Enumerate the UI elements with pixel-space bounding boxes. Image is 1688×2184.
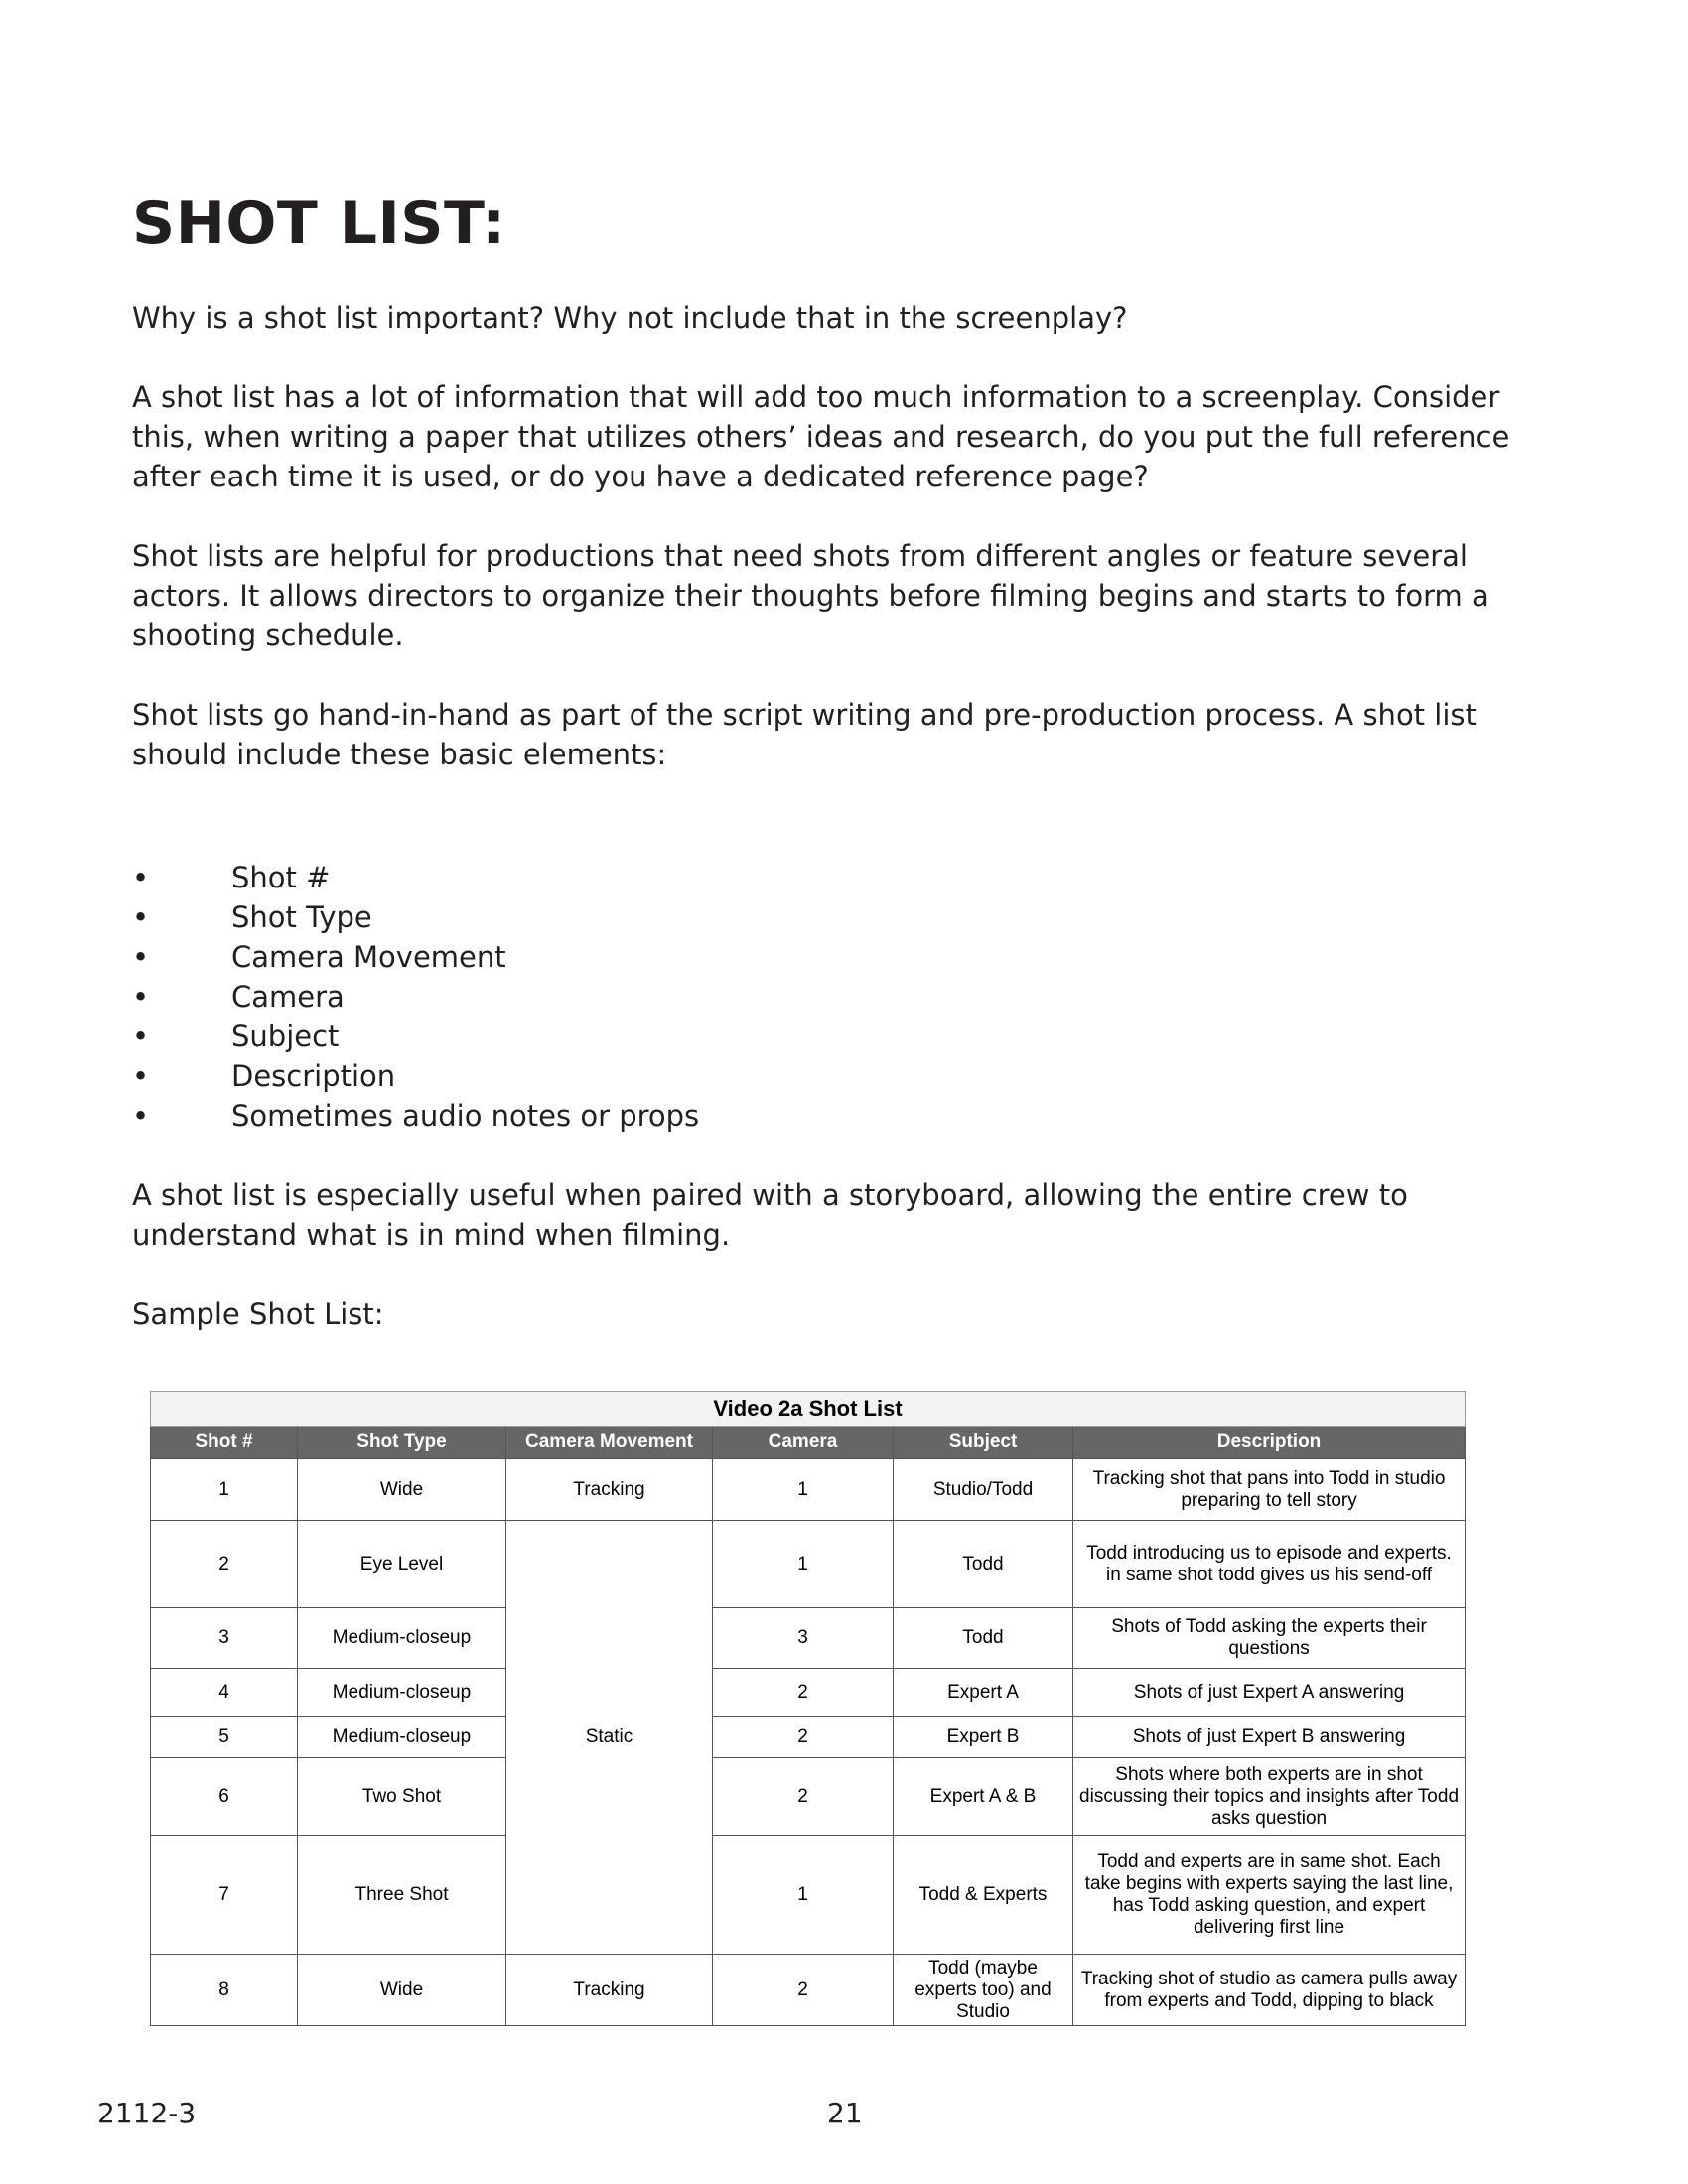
bullet-icon: • [132,940,150,974]
cell-camera: 2 [713,1955,894,2026]
cell-type: Three Shot [298,1836,506,1955]
column-header: Subject [894,1427,1073,1459]
column-header: Description [1073,1427,1466,1459]
cell-camera: 1 [713,1521,894,1608]
cell-description: Tracking shot that pans into Todd in studio preparing to tell story [1073,1459,1466,1521]
table-row [151,1608,1466,1669]
list-item: • Subject [132,1017,699,1056]
cell-type: Eye Level [298,1521,506,1608]
cell-type: Wide [298,1459,506,1521]
bullet-icon: • [132,1099,150,1133]
cell-shot: 4 [151,1669,298,1717]
bullet-icon: • [132,980,150,1014]
cell-type: Medium-closeup [298,1669,506,1717]
list-item: • Shot Type [132,897,699,937]
cell-description: Shots of just Expert A answering [1073,1669,1466,1717]
bullet-icon: • [132,1020,150,1053]
elements-list [132,858,699,1136]
list-item: • Camera [132,977,699,1017]
footer-code: 2112-3 [97,2097,197,2129]
table-row [151,1459,1466,1521]
list-item: • Sometimes audio notes or props [132,1096,699,1136]
column-header: Shot Type [298,1427,506,1459]
intro-question: Why is a shot list important? Why not include that in the screenplay? [132,301,1128,335]
list-item: • Camera Movement [132,937,699,977]
paragraph-elements: Shot lists go hand-in-hand as part of the script writing and pre-production process. A shot list should include these basic elements: [132,698,1477,771]
column-header: Camera Movement [506,1427,713,1459]
cell-type: Two Shot [298,1758,506,1836]
cell-description: Todd and experts are in same shot. Each take begins with experts saying the last line, has Todd asking question, and expert delivering first line [1073,1836,1466,1955]
paragraph-storyboard: A shot list is especially useful when paired with a storyboard, allowing the entire crew to understand what is in mind when filming. [132,1178,1408,1252]
cell-camera: 2 [713,1758,894,1836]
cell-camera: 2 [713,1669,894,1717]
table-row [151,1758,1466,1836]
cell-shot: 8 [151,1955,298,2026]
shot-list-table [150,1391,1466,2026]
table-row [151,1521,1466,1608]
paragraph-productions: Shot lists are helpful for productions that need shots from different angles or feature several actors. It allows directors to organize their thoughts before filming begins and starts to form a shooting schedule. [132,539,1489,652]
column-header: Shot # [151,1427,298,1459]
bullet-icon: • [132,900,150,934]
table-caption: Video 2a Shot List [151,1392,1466,1427]
table-row [151,1955,1466,2026]
bullet-icon: • [132,861,150,894]
cell-type: Medium-closeup [298,1608,506,1669]
cell-subject: Todd & Experts [894,1836,1073,1955]
sample-label: Sample Shot List: [132,1297,384,1331]
page-number: 21 [827,2097,863,2129]
table-row [151,1836,1466,1955]
cell-subject: Todd (maybe experts too) and Studio [894,1955,1073,2026]
cell-type: Wide [298,1955,506,2026]
cell-movement-static: Static [506,1521,713,1955]
cell-movement: Tracking [506,1955,713,2026]
cell-movement: Tracking [506,1459,713,1521]
table-header-row [151,1427,1466,1459]
cell-camera: 3 [713,1608,894,1669]
cell-shot: 1 [151,1459,298,1521]
cell-subject: Todd [894,1608,1073,1669]
paragraph-information: A shot list has a lot of information that will add too much information to a screenplay. Consider this, when writing a paper that utilizes others’ ideas and research, do you put the full reference after each time it is used, or do you have a dedicated reference page? [132,380,1510,493]
cell-description: Shots where both experts are in shot discussing their topics and insights after Todd asks question [1073,1758,1466,1836]
cell-shot: 7 [151,1836,298,1955]
cell-subject: Todd [894,1521,1073,1608]
cell-subject: Studio/Todd [894,1459,1073,1521]
cell-camera: 1 [713,1836,894,1955]
cell-description: Shots of just Expert B answering [1073,1717,1466,1758]
cell-shot: 6 [151,1758,298,1836]
cell-shot: 3 [151,1608,298,1669]
cell-description: Todd introducing us to episode and experts. in same shot todd gives us his send-off [1073,1521,1466,1608]
cell-shot: 5 [151,1717,298,1758]
column-header: Camera [713,1427,894,1459]
table-row [151,1717,1466,1758]
cell-subject: Expert A [894,1669,1073,1717]
page-title: SHOT LIST: [132,189,506,258]
bullet-icon: • [132,1059,150,1093]
list-item: • Shot # [132,858,699,897]
list-item: • Description [132,1056,699,1096]
cell-shot: 2 [151,1521,298,1608]
table-row [151,1669,1466,1717]
table-caption-row [151,1392,1466,1427]
cell-type: Medium-closeup [298,1717,506,1758]
cell-camera: 2 [713,1717,894,1758]
cell-subject: Expert B [894,1717,1073,1758]
cell-description: Shots of Todd asking the experts their questions [1073,1608,1466,1669]
cell-description: Tracking shot of studio as camera pulls away from experts and Todd, dipping to black [1073,1955,1466,2026]
cell-camera: 1 [713,1459,894,1521]
cell-subject: Expert A & B [894,1758,1073,1836]
